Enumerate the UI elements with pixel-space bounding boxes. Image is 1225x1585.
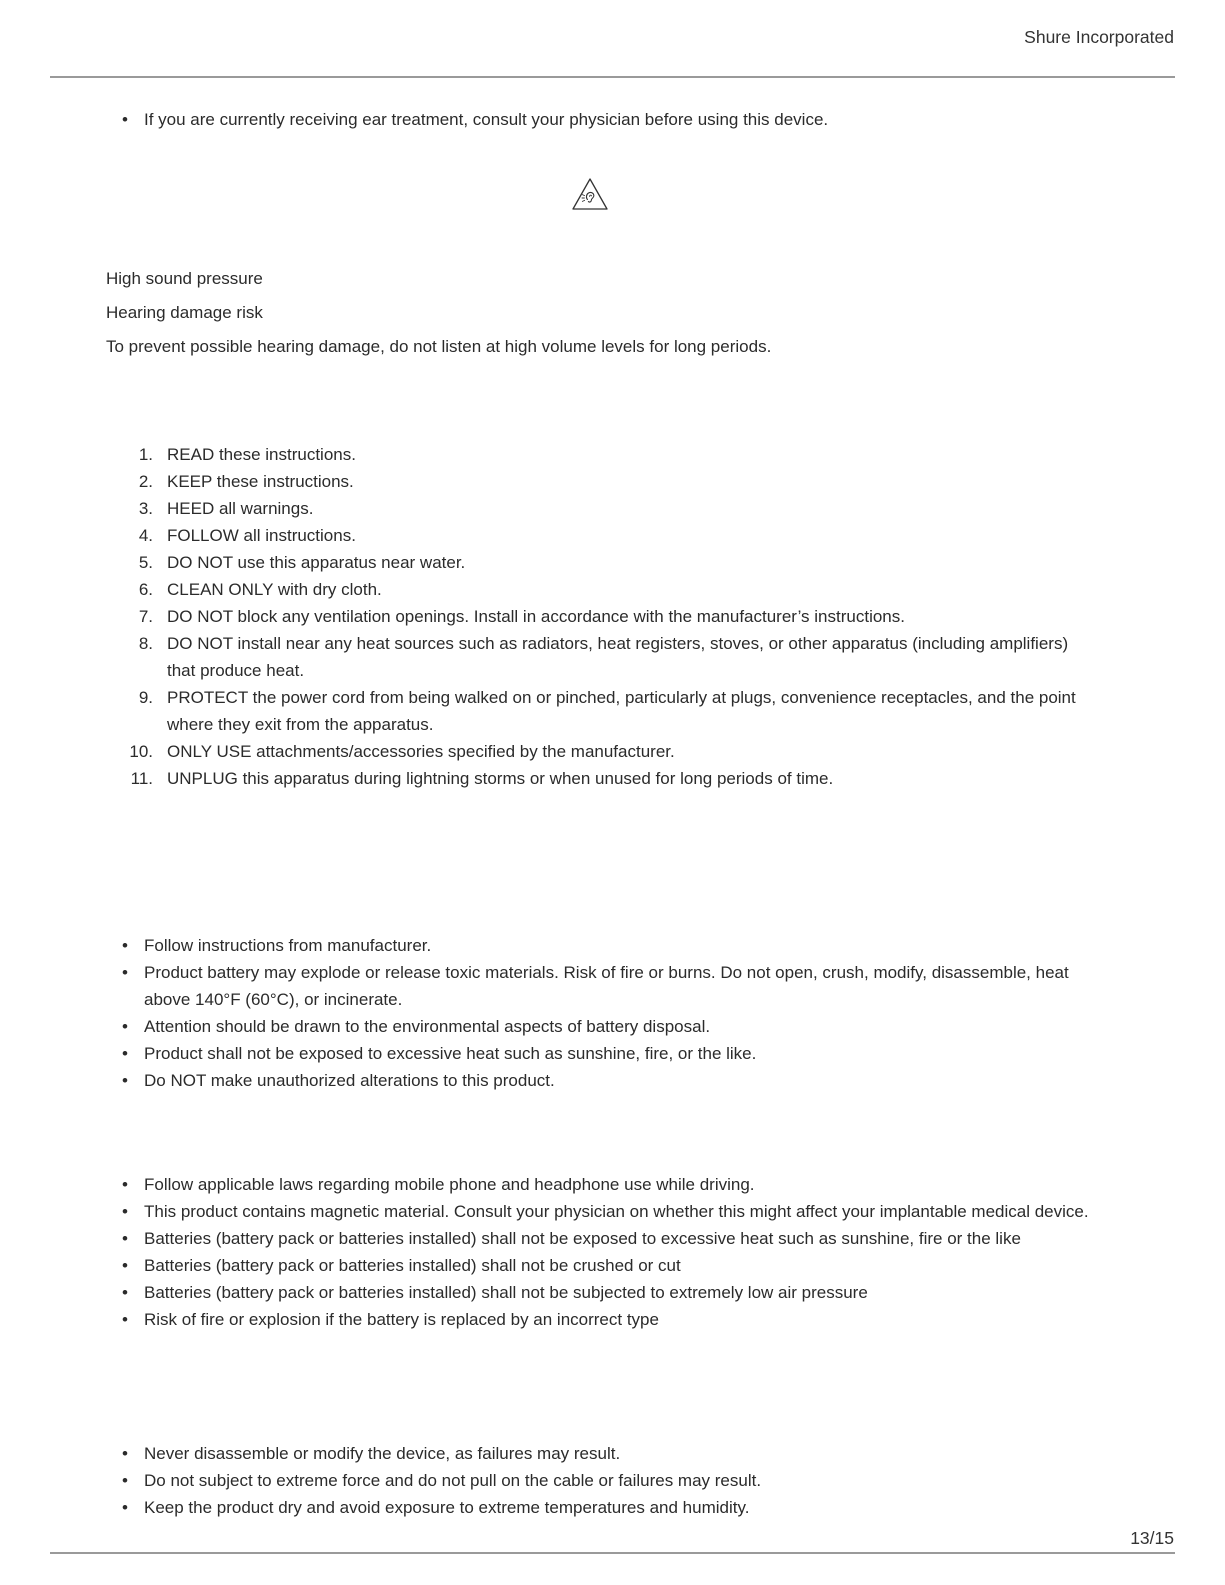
hearing-warning-subtitle: Hearing damage risk <box>106 303 263 322</box>
list-item: • Do not subject to extreme force and do not pull on the cable or failures may result. <box>122 1467 1112 1494</box>
list-item: • Attention should be drawn to the environmental aspects of battery disposal. <box>122 1013 1112 1040</box>
list-item: • If you are currently receiving ear treatment, consult your physician before using this device. <box>122 106 1112 133</box>
list-item: • Risk of fire or explosion if the battery is replaced by an incorrect type <box>122 1306 1112 1333</box>
list-item: 3. HEED all warnings. <box>138 499 314 518</box>
list-item: 9. PROTECT the power cord from being walked on or pinched, particularly at plugs, convenience receptacles, and the point where they exit from the apparatus. <box>138 688 1076 734</box>
list-item: • Follow instructions from manufacturer. <box>122 932 1112 959</box>
list-item: • Batteries (battery pack or batteries installed) shall not be exposed to excessive heat such as sunshine, fire or the like <box>122 1225 1112 1252</box>
list-item: 10. ONLY USE attachments/accessories specified by the manufacturer. <box>129 742 675 761</box>
list-item: • Do NOT make unauthorized alterations to this product. <box>122 1067 1112 1094</box>
safety-instructions-list <box>120 441 1100 792</box>
list-item: 8. DO NOT install near any heat sources such as radiators, heat registers, stoves, or other apparatus (including amplifiers) that produce heat. <box>138 634 1069 680</box>
list-item: 2. KEEP these instructions. <box>138 472 354 491</box>
footer-divider <box>50 1552 1175 1554</box>
header-divider <box>50 76 1175 78</box>
list-item: • Batteries (battery pack or batteries installed) shall not be crushed or cut <box>122 1252 1112 1279</box>
general-safety-list <box>122 1171 1112 1333</box>
list-item: 4. FOLLOW all instructions. <box>138 526 356 545</box>
device-care-list <box>122 1440 1112 1521</box>
list-item: • Product battery may explode or release toxic materials. Risk of fire or burns. Do not open, crush, modify, disassemble, heat above 140°F (60°C), or incinerate. <box>122 959 1112 1013</box>
intro-bullet-list <box>122 106 1112 133</box>
list-item: • Batteries (battery pack or batteries installed) shall not be subjected to extremely low air pressure <box>122 1279 1112 1306</box>
list-item: • This product contains magnetic material. Consult your physician on whether this might affect your implantable medical device. <box>122 1198 1112 1225</box>
list-item: 11. UNPLUG this apparatus during lightning storms or when unused for long periods of time. <box>130 769 834 788</box>
battery-warnings-list <box>122 932 1112 1094</box>
list-item: 5. DO NOT use this apparatus near water. <box>138 553 466 572</box>
list-item: • Keep the product dry and avoid exposure to extreme temperatures and humidity. <box>122 1494 1112 1521</box>
list-item: • Product shall not be exposed to excessive heat such as sunshine, fire, or the like. <box>122 1040 1112 1067</box>
page-number: 13/15 <box>1130 1528 1174 1548</box>
list-item: • Never disassemble or modify the device, as failures may result. <box>122 1440 1112 1467</box>
list-item: 7. DO NOT block any ventilation openings. Install in accordance with the manufacturer’s instructions. <box>138 607 905 626</box>
list-item: 6. CLEAN ONLY with dry cloth. <box>138 580 382 599</box>
hearing-warning-title: High sound pressure <box>106 269 263 288</box>
hearing-warning-text: To prevent possible hearing damage, do not listen at high volume levels for long periods. <box>106 337 772 356</box>
hearing-warning-icon <box>571 177 609 211</box>
company-name: Shure Incorporated <box>1024 27 1174 47</box>
list-item: 1. READ these instructions. <box>138 445 356 464</box>
list-item: • Follow applicable laws regarding mobile phone and headphone use while driving. <box>122 1171 1112 1198</box>
